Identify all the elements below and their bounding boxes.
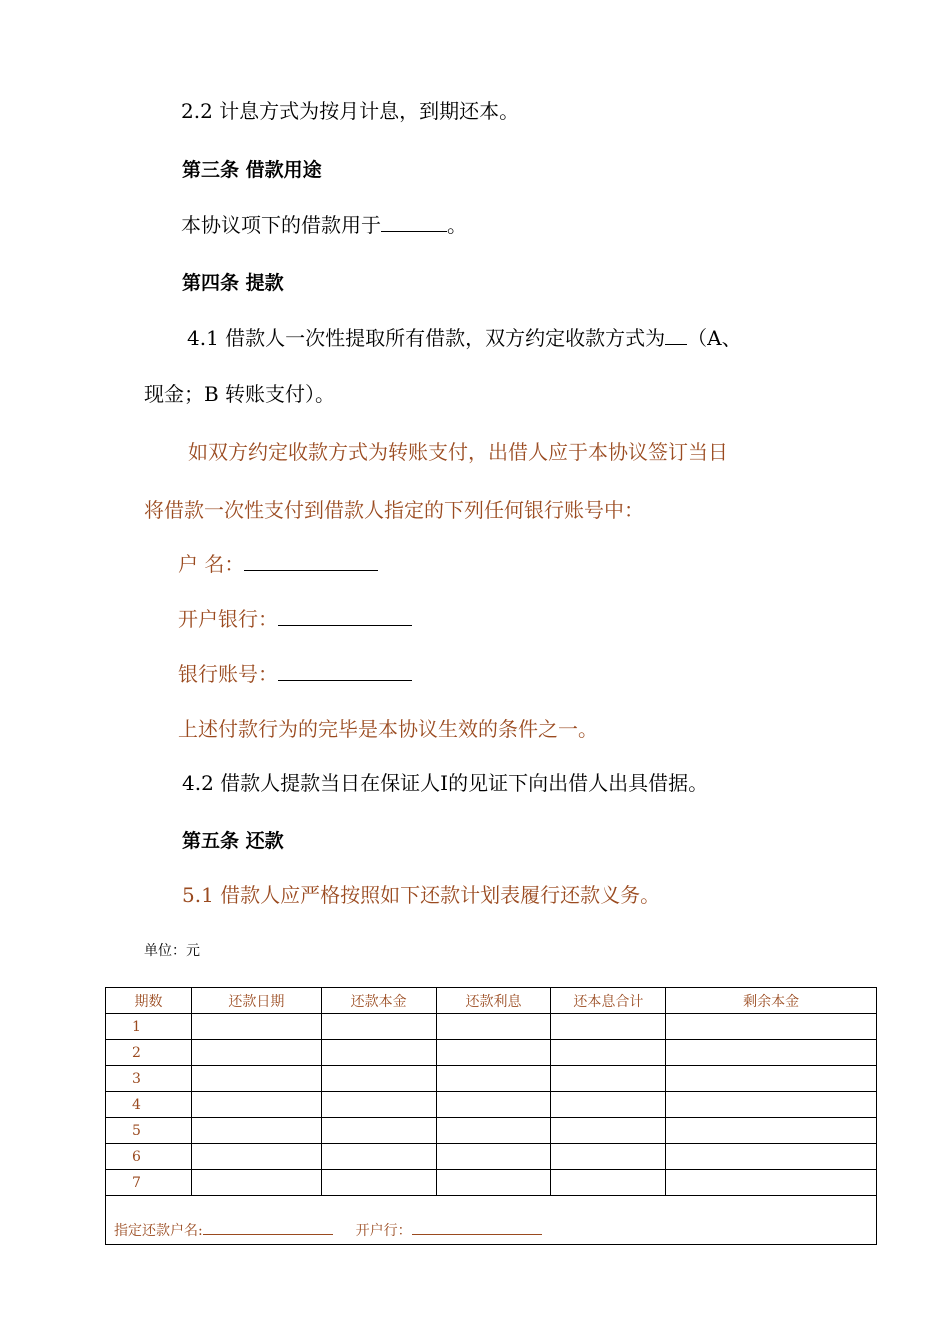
table-row — [106, 1118, 877, 1144]
cell — [321, 1014, 436, 1040]
table-row — [106, 1092, 877, 1118]
effectiveness-condition: 上述付款行为的完毕是本协议生效的条件之一。 — [178, 717, 598, 741]
header-principal: 还款本金 — [321, 988, 436, 1014]
cell — [436, 1092, 551, 1118]
article-4-title: 第四条 提款 — [182, 272, 284, 294]
cell — [666, 1014, 877, 1040]
table-row — [106, 1014, 877, 1040]
cell — [436, 1118, 551, 1144]
cell — [666, 1144, 877, 1170]
table-row — [106, 1066, 877, 1092]
cell — [666, 1066, 877, 1092]
table-row — [106, 1040, 877, 1066]
cell — [191, 1092, 321, 1118]
cell — [191, 1040, 321, 1066]
account-name-label: 户 名： — [178, 552, 245, 576]
period-cell: 5 — [106, 1118, 192, 1144]
cell — [321, 1170, 436, 1196]
bank-blank — [278, 607, 412, 626]
account-number-label: 银行账号： — [178, 662, 278, 686]
payment-method-blank — [665, 326, 687, 345]
cell — [436, 1014, 551, 1040]
cell — [551, 1170, 666, 1196]
cell — [666, 1040, 877, 1066]
bank-row — [178, 606, 412, 632]
payee-bank-label: 开户行： — [355, 1223, 412, 1239]
transfer-clause-line2: 将借款一次性支付到借款人指定的下列任何银行账号中： — [144, 498, 644, 522]
header-repay-date: 还款日期 — [191, 988, 321, 1014]
cell — [436, 1040, 551, 1066]
cell — [666, 1170, 877, 1196]
repayment-schedule-table — [105, 987, 877, 1245]
loan-purpose-suffix: 。 — [447, 213, 467, 237]
account-number-blank — [278, 662, 412, 681]
cell — [191, 1014, 321, 1040]
period-cell: 7 — [106, 1170, 192, 1196]
clause-4-1-line2: 现金；B 转账支付）。 — [144, 382, 336, 406]
cell — [191, 1170, 321, 1196]
header-period: 期数 — [106, 988, 192, 1014]
table-header-row — [106, 988, 877, 1014]
cell — [551, 1040, 666, 1066]
clause-5-1: 5.1 借款人应严格按照如下还款计划表履行还款义务。 — [182, 883, 661, 907]
cell — [551, 1144, 666, 1170]
clause-4-1-tail: （A、 — [687, 326, 742, 350]
header-total: 还本息合计 — [551, 988, 666, 1014]
account-name-blank — [244, 552, 378, 571]
article-3-title: 第三条 借款用途 — [182, 159, 322, 181]
clause-2-2: 2.2 计息方式为按月计息，到期还本。 — [181, 99, 520, 123]
cell — [321, 1066, 436, 1092]
clause-4-1-line1 — [187, 325, 742, 351]
loan-purpose-blank — [381, 213, 447, 232]
cell — [321, 1144, 436, 1170]
cell — [191, 1118, 321, 1144]
cell — [551, 1066, 666, 1092]
transfer-clause-line1: 如双方约定收款方式为转账支付，出借人应于本协议签订当日 — [188, 440, 728, 464]
payee-info-cell — [106, 1196, 877, 1245]
loan-purpose-prefix: 本协议项下的借款用于 — [181, 213, 381, 237]
table-row — [106, 1144, 877, 1170]
cell — [436, 1066, 551, 1092]
cell — [551, 1014, 666, 1040]
article-5-title: 第五条 还款 — [182, 830, 284, 852]
bank-label: 开户银行： — [178, 607, 278, 631]
cell — [666, 1118, 877, 1144]
table-footer-row — [106, 1196, 877, 1245]
account-number-row — [178, 661, 412, 687]
header-remaining: 剩余本金 — [666, 988, 877, 1014]
period-cell: 1 — [106, 1014, 192, 1040]
cell — [436, 1170, 551, 1196]
cell — [551, 1118, 666, 1144]
cell — [666, 1092, 877, 1118]
cell — [436, 1144, 551, 1170]
unit-label: 单位：元 — [144, 943, 200, 959]
header-interest: 还款利息 — [436, 988, 551, 1014]
cell — [191, 1144, 321, 1170]
table-row — [106, 1170, 877, 1196]
period-cell: 6 — [106, 1144, 192, 1170]
payee-bank-blank — [412, 1220, 542, 1235]
cell — [551, 1092, 666, 1118]
payee-blank — [203, 1220, 333, 1235]
period-cell: 4 — [106, 1092, 192, 1118]
cell — [321, 1092, 436, 1118]
period-cell: 3 — [106, 1066, 192, 1092]
cell — [321, 1040, 436, 1066]
cell — [321, 1118, 436, 1144]
period-cell: 2 — [106, 1040, 192, 1066]
clause-4-1-text: 4.1 借款人一次性提取所有借款，双方约定收款方式为 — [187, 326, 666, 350]
loan-purpose — [181, 212, 467, 238]
cell — [191, 1066, 321, 1092]
account-name-row — [178, 551, 378, 577]
clause-4-2: 4.2 借款人提款当日在保证人Ⅰ的见证下向出借人出具借据。 — [182, 771, 709, 795]
payee-label: 指定还款户名: — [114, 1223, 203, 1239]
